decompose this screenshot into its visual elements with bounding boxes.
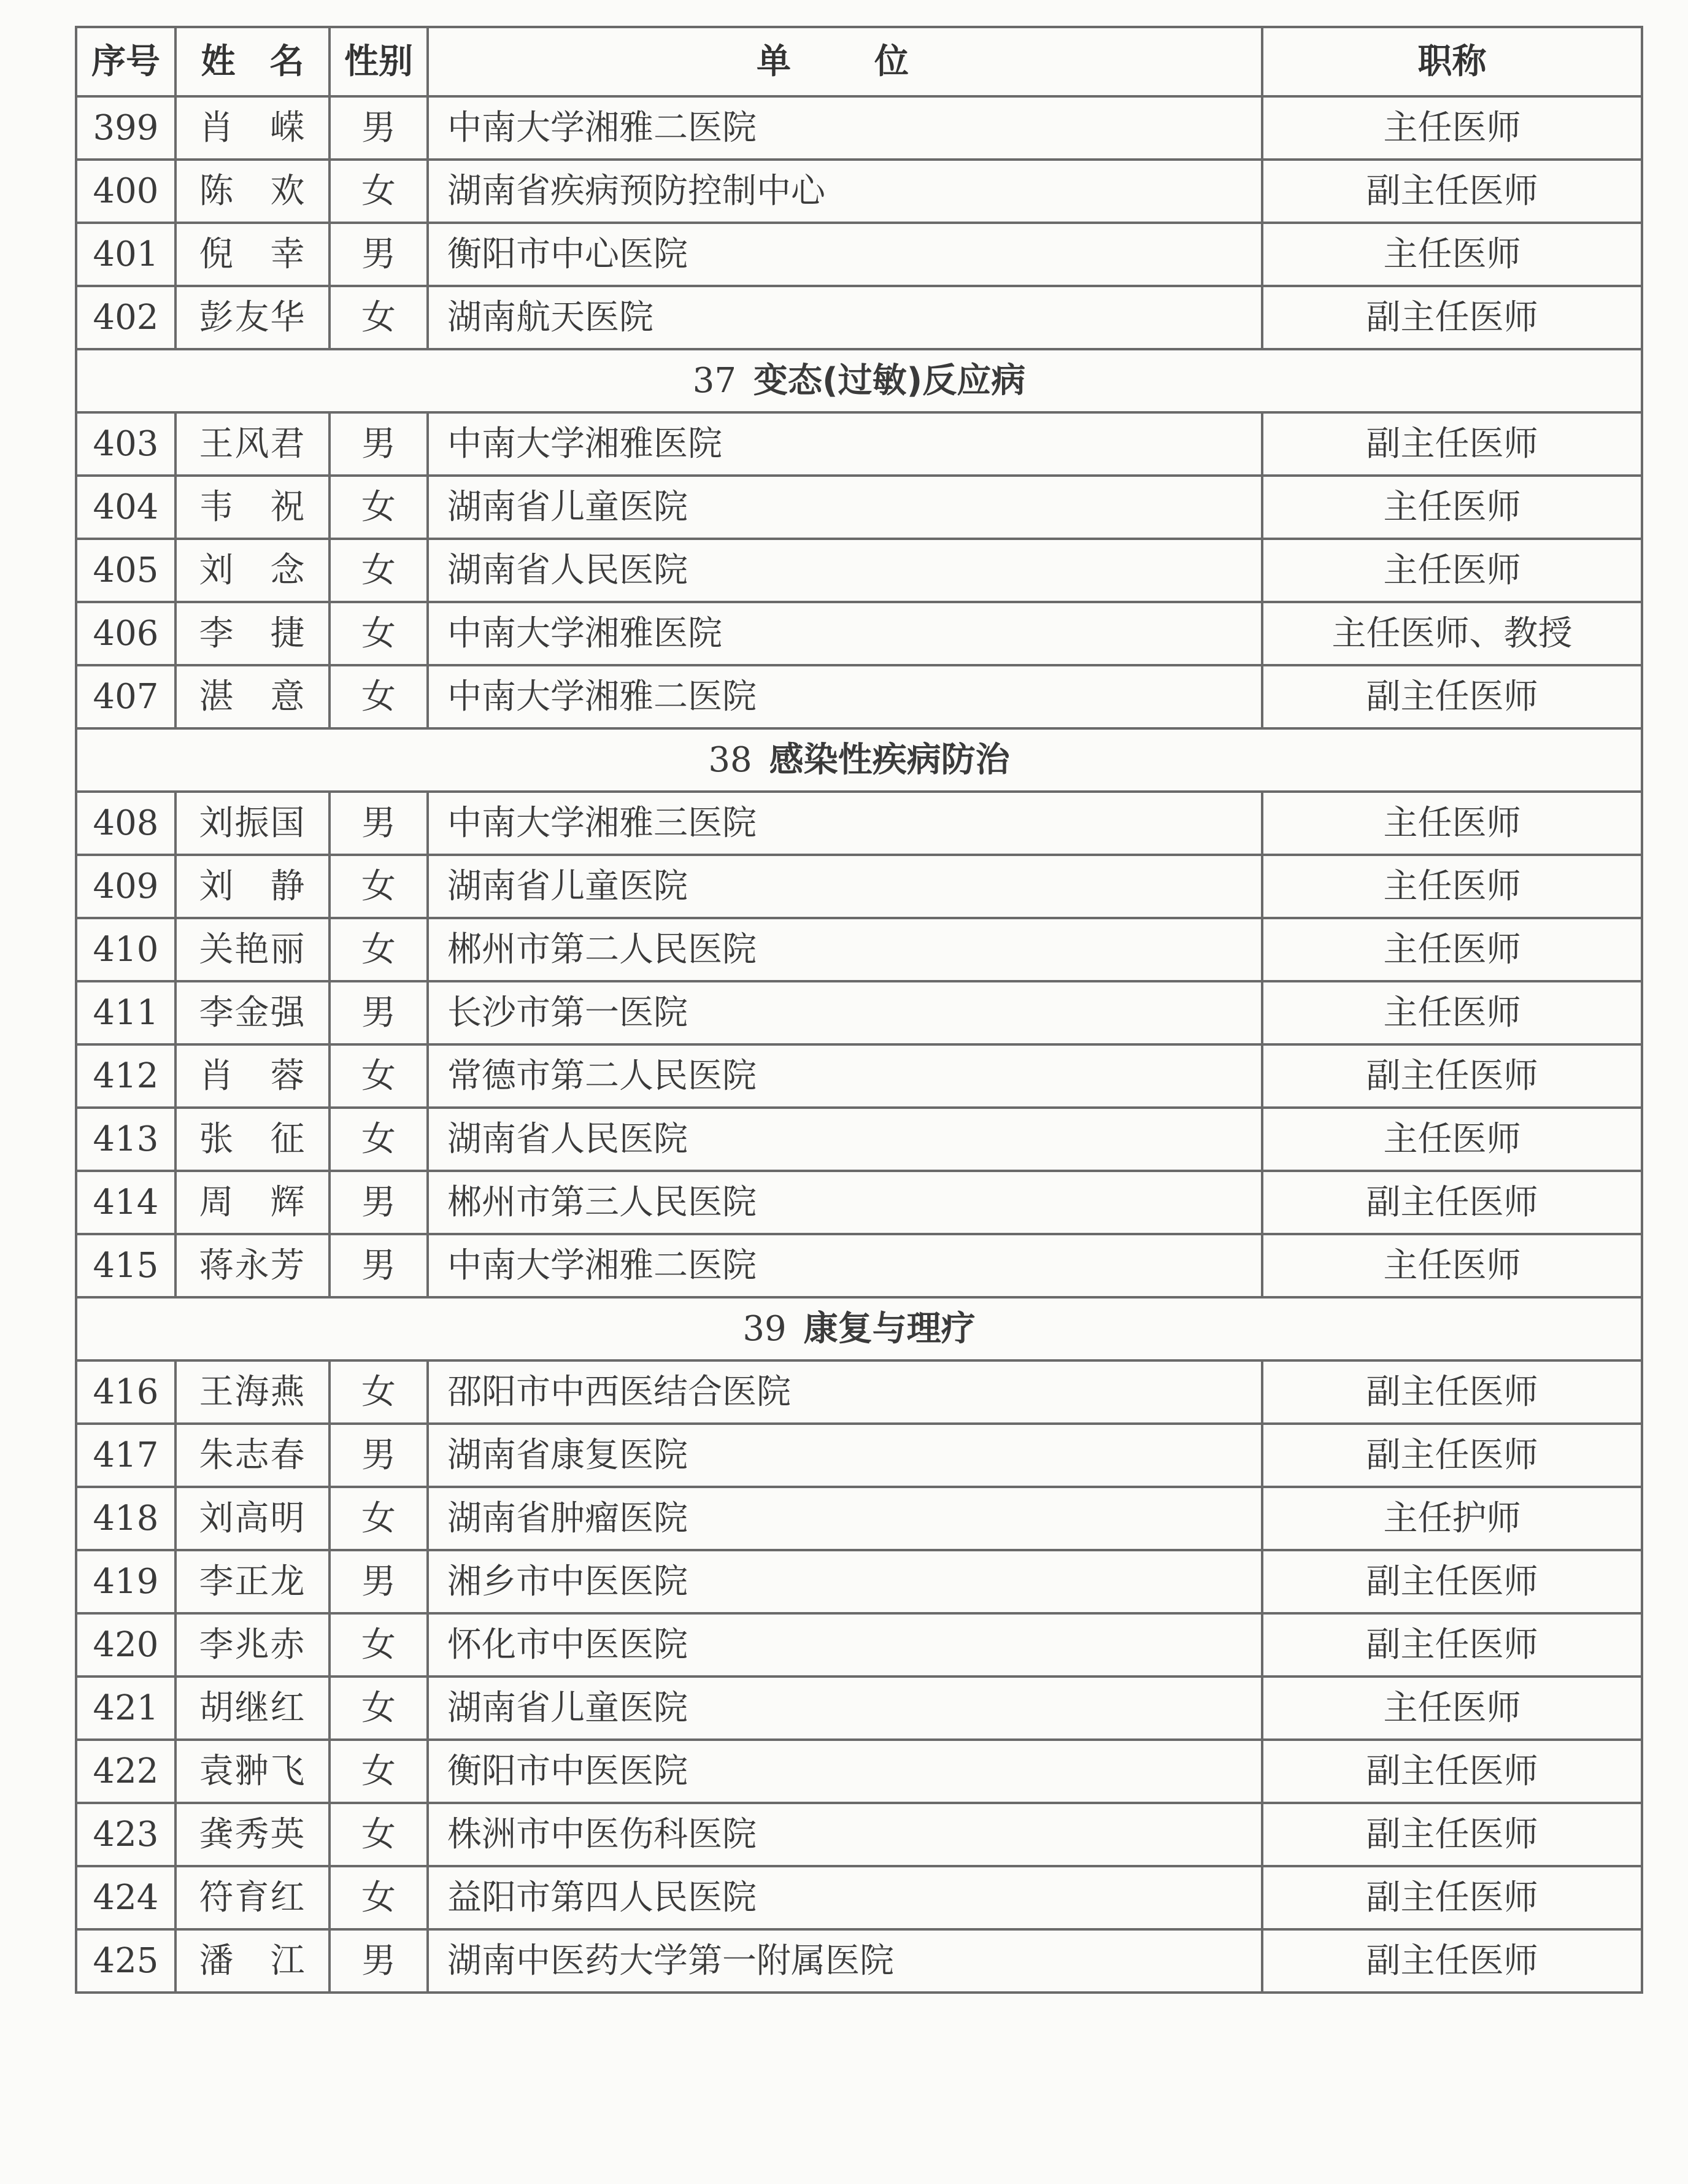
section-number: 39 [742,1308,787,1349]
cell-unit: 湖南航天医院 [428,286,1262,349]
cell-no: 406 [76,602,175,665]
cell-title: 副主任医师 [1262,1424,1642,1487]
cell-no: 412 [76,1044,175,1108]
cell-no: 425 [76,1929,175,1993]
table-row [76,476,1642,539]
cell-title: 副主任医师 [1262,1929,1642,1993]
cell-gender: 男 [330,96,428,160]
section-heading [76,349,1642,412]
table-header [76,27,1642,96]
cell-title: 主任医师 [1262,981,1642,1044]
cell-title: 副主任医师 [1262,160,1642,223]
cell-no: 402 [76,286,175,349]
cell-unit: 中南大学湘雅二医院 [428,96,1262,160]
table-row [76,981,1642,1044]
cell-name: 刘振国 [175,792,330,855]
cell-gender: 女 [330,1740,428,1803]
section-heading [76,728,1642,792]
header-gender: 性别 [330,27,428,96]
section-row [76,349,1642,412]
cell-no: 403 [76,412,175,476]
cell-name: 李金强 [175,981,330,1044]
table-row [76,855,1642,918]
cell-title: 主任医师 [1262,1108,1642,1171]
cell-gender: 男 [330,223,428,286]
cell-title: 副主任医师 [1262,665,1642,728]
cell-title: 副主任医师 [1262,1550,1642,1613]
cell-unit: 湖南中医药大学第一附属医院 [428,1929,1262,1993]
cell-title: 副主任医师 [1262,412,1642,476]
cell-unit: 衡阳市中医医院 [428,1740,1262,1803]
cell-title: 主任医师 [1262,223,1642,286]
section-number: 38 [708,739,752,780]
section-number: 37 [692,360,737,401]
cell-name: 韦 祝 [175,476,330,539]
cell-no: 400 [76,160,175,223]
cell-no: 409 [76,855,175,918]
cell-name: 倪 幸 [175,223,330,286]
table-row [76,1929,1642,1993]
table-row [76,602,1642,665]
cell-no: 413 [76,1108,175,1171]
cell-unit: 益阳市第四人民医院 [428,1866,1262,1929]
cell-title: 副主任医师 [1262,1613,1642,1677]
cell-unit: 湖南省儿童医院 [428,855,1262,918]
cell-gender: 女 [330,476,428,539]
cell-name: 肖 蓉 [175,1044,330,1108]
cell-name: 王海燕 [175,1360,330,1424]
cell-name: 李兆赤 [175,1613,330,1677]
cell-no: 418 [76,1487,175,1550]
cell-gender: 女 [330,1487,428,1550]
cell-gender: 男 [330,1424,428,1487]
cell-gender: 女 [330,855,428,918]
table-row [76,1677,1642,1740]
cell-no: 414 [76,1171,175,1234]
cell-name: 刘 静 [175,855,330,918]
cell-unit: 中南大学湘雅三医院 [428,792,1262,855]
table-body [76,96,1642,1993]
cell-title: 主任医师 [1262,539,1642,602]
header-no: 序号 [76,27,175,96]
section-title: 感染性疾病防治 [769,739,1010,780]
cell-gender: 女 [330,1613,428,1677]
cell-title: 主任医师 [1262,96,1642,160]
table-row [76,286,1642,349]
cell-title: 副主任医师 [1262,1866,1642,1929]
cell-title: 副主任医师 [1262,1803,1642,1866]
cell-title: 副主任医师 [1262,1171,1642,1234]
cell-unit: 株洲市中医伤科医院 [428,1803,1262,1866]
cell-title: 主任医师 [1262,1677,1642,1740]
cell-unit: 中南大学湘雅医院 [428,602,1262,665]
cell-gender: 女 [330,539,428,602]
cell-title: 主任医师 [1262,476,1642,539]
cell-title: 副主任医师 [1262,1044,1642,1108]
cell-gender: 女 [330,1866,428,1929]
cell-gender: 男 [330,412,428,476]
header-name: 姓 名 [175,27,330,96]
cell-title: 主任医师 [1262,792,1642,855]
cell-unit: 中南大学湘雅医院 [428,412,1262,476]
cell-no: 404 [76,476,175,539]
cell-title: 副主任医师 [1262,1360,1642,1424]
cell-no: 399 [76,96,175,160]
cell-unit: 中南大学湘雅二医院 [428,665,1262,728]
cell-title: 副主任医师 [1262,1740,1642,1803]
table-row [76,918,1642,981]
table-row [76,1550,1642,1613]
cell-no: 421 [76,1677,175,1740]
table-row [76,96,1642,160]
table-row [76,1803,1642,1866]
table-row [76,1613,1642,1677]
cell-unit: 湖南省儿童医院 [428,1677,1262,1740]
cell-no: 415 [76,1234,175,1297]
cell-no: 423 [76,1803,175,1866]
cell-name: 湛 意 [175,665,330,728]
table-row [76,1740,1642,1803]
cell-gender: 男 [330,1550,428,1613]
table-row [76,1487,1642,1550]
table-row [76,1171,1642,1234]
cell-gender: 女 [330,286,428,349]
cell-title: 副主任医师 [1262,286,1642,349]
cell-unit: 湖南省儿童医院 [428,476,1262,539]
cell-name: 肖 嵘 [175,96,330,160]
table-row [76,1360,1642,1424]
cell-unit: 湘乡市中医医院 [428,1550,1262,1613]
header-row [76,27,1642,96]
cell-no: 422 [76,1740,175,1803]
header-unit: 单 位 [428,27,1262,96]
cell-gender: 女 [330,1044,428,1108]
cell-name: 李 捷 [175,602,330,665]
cell-unit: 湖南省康复医院 [428,1424,1262,1487]
table-row [76,1234,1642,1297]
cell-name: 李正龙 [175,1550,330,1613]
cell-name: 周 辉 [175,1171,330,1234]
cell-gender: 男 [330,792,428,855]
cell-title: 主任医师 [1262,1234,1642,1297]
cell-unit: 怀化市中医医院 [428,1613,1262,1677]
section-title: 康复与理疗 [803,1308,976,1349]
cell-no: 408 [76,792,175,855]
cell-no: 416 [76,1360,175,1424]
cell-name: 袁翀飞 [175,1740,330,1803]
cell-no: 417 [76,1424,175,1487]
cell-unit: 湖南省疾病预防控制中心 [428,160,1262,223]
cell-unit: 长沙市第一医院 [428,981,1262,1044]
cell-no: 424 [76,1866,175,1929]
table-row [76,160,1642,223]
section-heading [76,1297,1642,1360]
cell-name: 朱志春 [175,1424,330,1487]
cell-gender: 男 [330,1929,428,1993]
cell-no: 410 [76,918,175,981]
table-row [76,1424,1642,1487]
cell-gender: 男 [330,1234,428,1297]
cell-gender: 女 [330,1108,428,1171]
cell-no: 405 [76,539,175,602]
cell-title: 主任医师 [1262,918,1642,981]
table-row [76,412,1642,476]
cell-gender: 女 [330,602,428,665]
table-row [76,1044,1642,1108]
cell-gender: 女 [330,1360,428,1424]
cell-unit: 郴州市第二人民医院 [428,918,1262,981]
cell-gender: 男 [330,1171,428,1234]
cell-gender: 女 [330,160,428,223]
section-title: 变态(过敏)反应病 [753,360,1026,401]
cell-name: 胡继红 [175,1677,330,1740]
cell-name: 刘 念 [175,539,330,602]
section-row [76,1297,1642,1360]
cell-title: 主任医师、教授 [1262,602,1642,665]
cell-no: 411 [76,981,175,1044]
cell-name: 蒋永芳 [175,1234,330,1297]
cell-no: 420 [76,1613,175,1677]
cell-gender: 男 [330,981,428,1044]
cell-name: 关艳丽 [175,918,330,981]
cell-gender: 女 [330,665,428,728]
cell-name: 彭友华 [175,286,330,349]
cell-unit: 湖南省人民医院 [428,539,1262,602]
cell-unit: 常德市第二人民医院 [428,1044,1262,1108]
table-row [76,1866,1642,1929]
cell-unit: 衡阳市中心医院 [428,223,1262,286]
cell-name: 刘高明 [175,1487,330,1550]
cell-gender: 女 [330,1677,428,1740]
cell-unit: 中南大学湘雅二医院 [428,1234,1262,1297]
cell-gender: 女 [330,1803,428,1866]
cell-gender: 女 [330,918,428,981]
section-row [76,728,1642,792]
table-row [76,223,1642,286]
cell-title: 主任医师 [1262,855,1642,918]
table-row [76,792,1642,855]
cell-no: 419 [76,1550,175,1613]
cell-unit: 湖南省人民医院 [428,1108,1262,1171]
cell-no: 407 [76,665,175,728]
table-row [76,1108,1642,1171]
cell-unit: 邵阳市中西医结合医院 [428,1360,1262,1424]
cell-name: 张 征 [175,1108,330,1171]
table-row [76,665,1642,728]
cell-name: 王风君 [175,412,330,476]
cell-name: 符育红 [175,1866,330,1929]
cell-unit: 郴州市第三人民医院 [428,1171,1262,1234]
roster-table [75,26,1643,1994]
cell-unit: 湖南省肿瘤医院 [428,1487,1262,1550]
header-title: 职称 [1262,27,1642,96]
cell-no: 401 [76,223,175,286]
cell-title: 主任护师 [1262,1487,1642,1550]
table-row [76,539,1642,602]
cell-name: 龚秀英 [175,1803,330,1866]
cell-name: 潘 江 [175,1929,330,1993]
cell-name: 陈 欢 [175,160,330,223]
